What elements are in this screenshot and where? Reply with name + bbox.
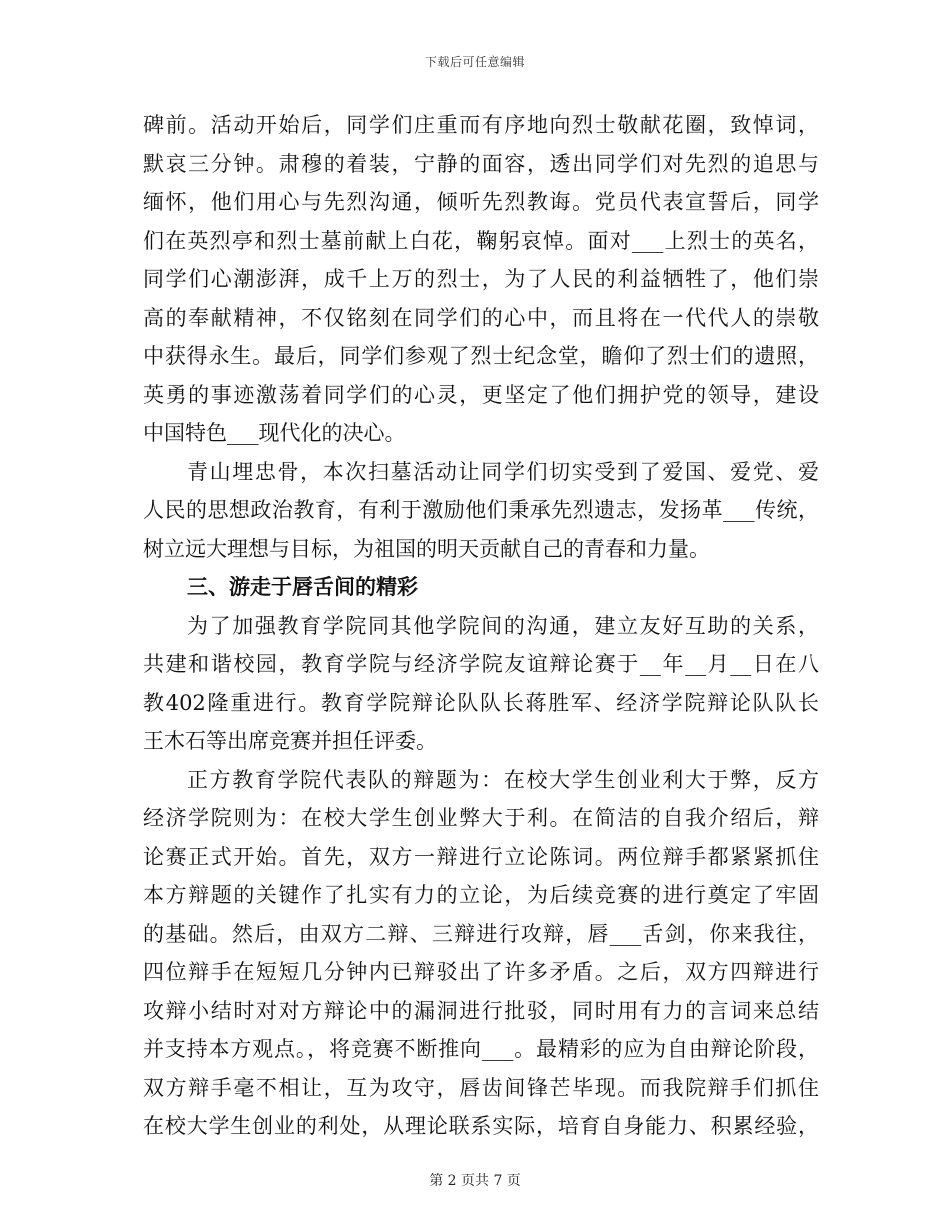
body-line: 经济学院则为：在校大学生创业弊大于利。在简洁的自我介绍后，辩 [143, 806, 819, 830]
body-line: 正方教育学院代表队的辩题为：在校大学生创业利大于弊，反方 [187, 767, 819, 792]
section-heading: 三、游走于唇舌间的精彩 [187, 574, 418, 599]
body-line: 论赛正式开始。首先，双方一辩进行立论陈词。两位辩手都紧紧抓住 [143, 844, 819, 869]
page-header: 下载后可任意编辑 [424, 55, 525, 69]
body-line: 教402隆重进行。教育学院辩论队队长蒋胜军、经济学院辩论队队长 [143, 690, 819, 715]
body-line: 同学们心潮澎湃，成千上万的烈士，为了人民的利益牺牲了，他们崇 [143, 267, 819, 291]
body-line: 为了加强教育学院同其他学院间的沟通，建立友好互助的关系， [187, 613, 819, 638]
body-line: 缅怀，他们用心与先烈沟通，倾听先烈教诲。党员代表宣誓后，同学 [143, 190, 819, 214]
body-line: 本方辩题的关键作了扎实有力的立论，为后续竞赛的进行奠定了牢固 [143, 883, 819, 907]
body-line: 人民的思想政治教育，有利于激励他们秉承先烈遗志，发扬革___传统， [143, 498, 819, 522]
body-line: 在校大学生创业的利处，从理论联系实际，培育自身能力、积累经验， [143, 1114, 819, 1138]
body-line: 中获得永生。最后，同学们参观了烈士纪念堂，瞻仰了烈士们的遗照， [143, 344, 819, 368]
body-line: 四位辩手在短短几分钟内已辩驳出了许多矛盾。之后，双方四辩进行 [143, 960, 819, 984]
body-line: 攻辩小结时对对方辩论中的漏洞进行批驳，同时用有力的言词来总结 [143, 998, 819, 1023]
body-line: 双方辩手毫不相让，互为攻守，唇齿间锋芒毕现。而我院辩手们抓住 [143, 1075, 819, 1100]
body-line: 树立远大理想与目标，为祖国的明天贡献自己的青春和力量。 [143, 536, 710, 561]
body-line: 碑前。活动开始后，同学们庄重而有序地向烈士敬献花圈，致悼词， [143, 113, 819, 137]
page-number: 第 2 页共 7 页 [429, 1173, 521, 1189]
body-line: 英勇的事迹激荡着同学们的心灵，更坚定了他们拥护党的领导，建设 [143, 382, 819, 407]
body-line: 共建和谐校园，教育学院与经济学院友谊辩论赛于__年__月__日在八 [143, 652, 819, 676]
body-line: 默哀三分钟。肃穆的着装，宁静的面容，透出同学们对先烈的追思与 [143, 151, 819, 176]
body-line: 王木石等出席竞赛并担任评委。 [143, 729, 437, 753]
body-line: 并支持本方观点。，将竞赛不断推向___。最精彩的应为自由辩论阶段， [143, 1037, 819, 1061]
body-line: 青山埋忠骨，本次扫墓活动让同学们切实受到了爱国、爱党、爱 [187, 459, 819, 484]
body-line: 的基础。然后，由双方二辩、三辩进行攻辩，唇___舌剑，你来我往， [143, 921, 819, 946]
body-line: 们在英烈亭和烈士墓前献上白花，鞠躬哀悼。面对___上烈士的英名， [143, 228, 819, 253]
document-body [143, 106, 819, 1146]
body-line: 高的奉献精神，不仅铭刻在同学们的心中，而且将在一代代人的崇敬 [143, 305, 819, 330]
body-line: 中国特色___现代化的决心。 [143, 421, 406, 445]
